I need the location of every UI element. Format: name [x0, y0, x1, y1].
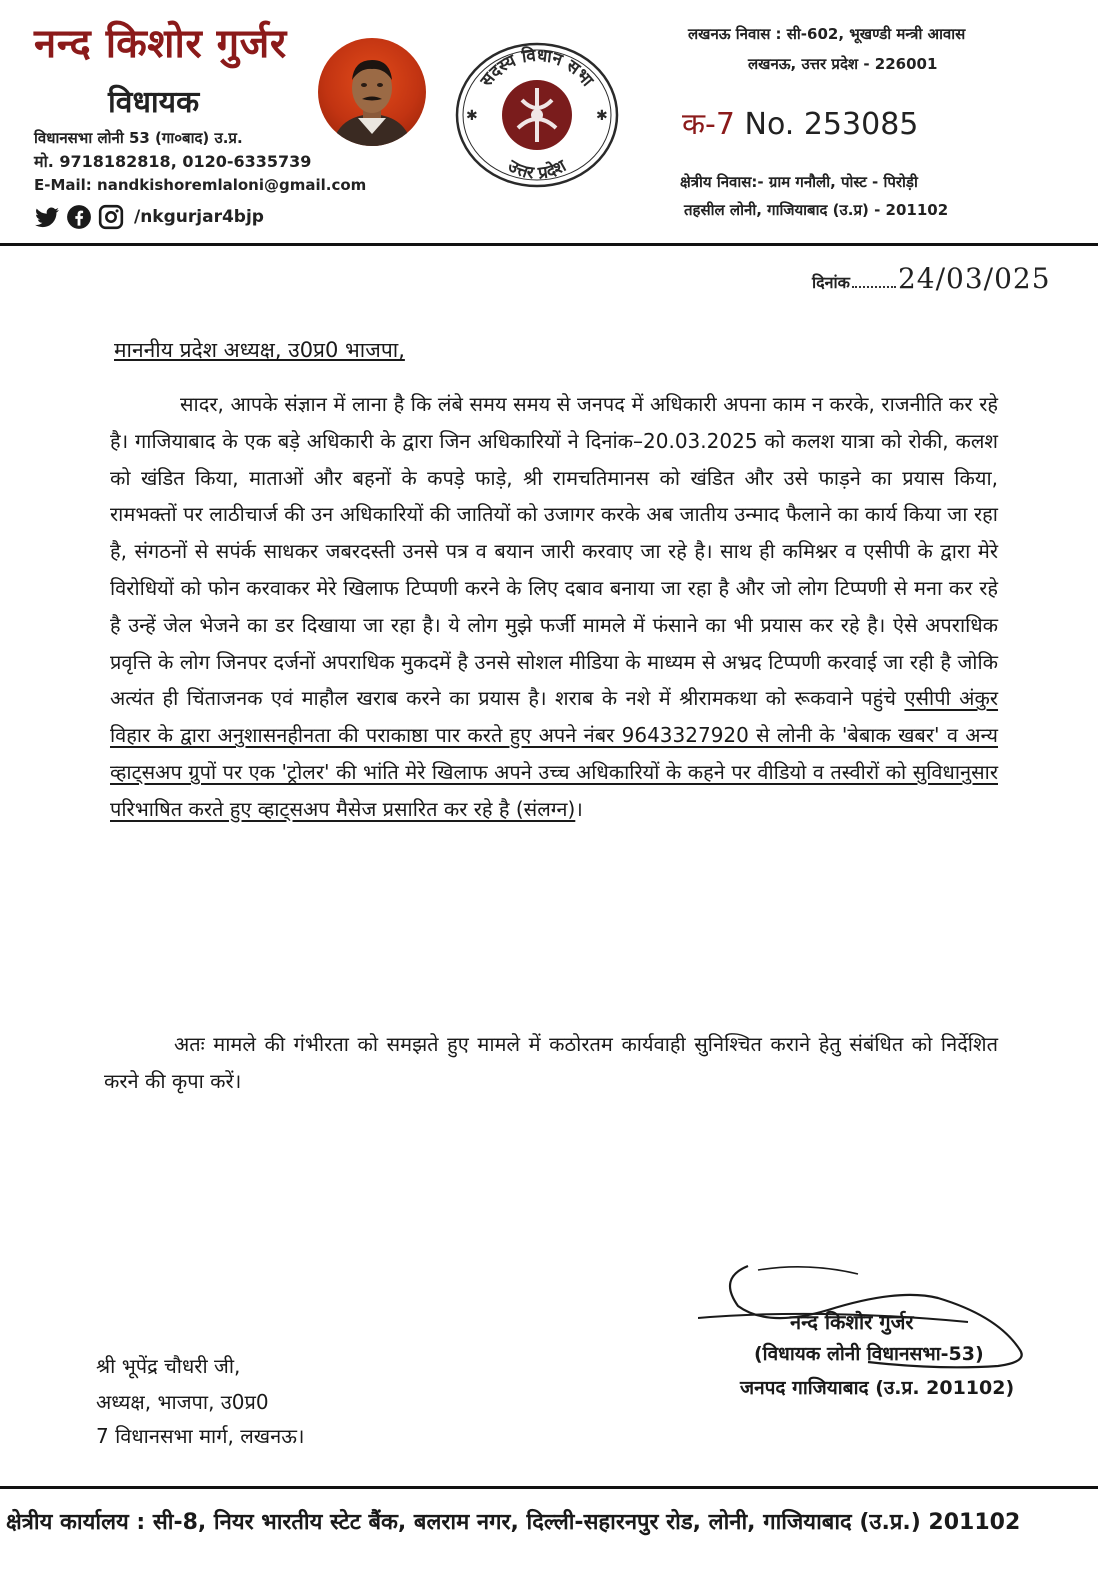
twitter-icon [34, 204, 60, 230]
date-label: दिनांक [812, 273, 850, 292]
assembly-seal [452, 40, 622, 190]
header-divider [0, 243, 1098, 246]
paragraph-1-text: सादर, आपके संज्ञान में लाना है कि लंबे समय समय से जनपद में अधिकारी अपना काम न करके, राजनीति कर रहे है। गाजियाबाद के एक बड़े अधिकारी के द्वारा जिन अधिकारियों ने दिनांक–20.03.2025 को कलश यात्रा को रोकी, कलश को खंडित किया, माताओं और बहनों के कपड़े फाड़े, श्री रामचतिमानस को खंडित और उसे फाड़ने का प्रयास किया, रामभक्तों पर लाठीचार्ज की उन अधिकारियों की जातियों को उजागर करके अब जातीय उन्माद फैलाने का कार्य किया जा रहा है, संगठनों से सपंर्क साधकर जबरदस्ती उनसे पत्र व बयान जारी करवाए जा रहे है। साथ ही कमिश्नर व एसीपी के द्वारा मेरे विरोधियों को फोन करवाकर मेरे खिलाफ टिप्पणी करने के लिए दबाव बनाया जा रहा है और जो लोग टिप्पणी से मना कर रहे है उन्हें जेल भेजने का डर दिखाया जा रहा है। ये लोग मुझे फर्जी मामले में फंसाने का भी प्रयास कर रहे है। ऐसे अपराधिक प्रवृत्ति के लोग जिनपर दर्जनों अपराधिक मुकदमें है उनसे सोशल मीडिया के माध्यम से अभ्रद टिप्पणी करवाई जा रही है जोकि अत्यंत ही चिंताजनक एवं माहौल खराब करने का प्रयास है। शराब के नशे में श्रीरामकथा को रूकवाने पहुंचे [110, 392, 999, 711]
seal-star-right: ✱ [596, 108, 608, 124]
signature-name: नन्द किशोर गुर्जर [790, 1310, 914, 1334]
signature-title: (विधायक लोनी विधानसभा-53) [754, 1343, 984, 1365]
seal-star-left: ✱ [466, 108, 478, 124]
instagram-icon [98, 204, 124, 230]
footer-office-address: क्षेत्रीय कार्यालय : सी-8, नियर भारतीय स्टेट बैंक, बलराम नगर, दिल्ली-सहारनपुर रोड, लोनी, गाजियाबाद (उ.प्र.) 201102 [6, 1510, 1021, 1535]
salutation: माननीय प्रदेश अध्यक्ष, उ0प्र0 भाजपा, [114, 338, 405, 362]
letter-paragraph-1 [110, 386, 998, 828]
regional-address-line1: क्षेत्रीय निवास:- ग्राम गनौली, पोस्ट - पिरोड़ी [680, 173, 918, 191]
letterhead-constituency: विधानसभा लोनी 53 (गा०बाद) उ.प्र. [34, 129, 243, 147]
addressee-line2: अध्यक्ष, भाजपा, उ0प्र0 [96, 1390, 269, 1414]
letter-paragraph-2: अतः मामले की गंभीरता को समझते हुए मामले में कठोरतम कार्यवाही सुनिश्चित कराने हेतु संबंधित को निर्देशित करने की कृपा करें। [104, 1032, 998, 1093]
signature-district: जनपद गाजियाबाद (उ.प्र. 201102) [740, 1377, 1015, 1399]
portrait-illustration [318, 38, 426, 146]
social-links [34, 204, 264, 230]
facebook-icon [66, 204, 92, 230]
letterhead-phones: मो. 9718182818, 0120-6335739 [34, 152, 312, 171]
portrait-photo [318, 38, 426, 146]
addressee-line1: श्री भूपेंद्र चौधरी जी, [96, 1354, 241, 1378]
seal-top-text: सदस्य विधान सभा [476, 45, 598, 91]
seal-bottom-text: उत्तर प्रदेश [504, 156, 570, 184]
date-field [812, 262, 1051, 295]
regional-address-line2: तहसील लोनी, गाजियाबाद (उ.प्र) - 201102 [684, 201, 949, 219]
letterhead-name: नन्द किशोर गुर्जर [34, 21, 287, 67]
serial-number-block [682, 102, 918, 143]
svg-text:उत्तर प्रदेश [503, 155, 571, 183]
letterhead-email: E-Mail: nandkishoremlaloni@gmail.com [34, 176, 367, 194]
serial-number: No. 253085 [744, 107, 919, 142]
lucknow-address-line1: लखनऊ निवास : सी-602, भूखण्डी मन्त्री आवास [688, 25, 966, 43]
serial-label: क-7 [682, 107, 735, 142]
social-handle: /nkgurjar4bjp [134, 207, 264, 227]
footer-divider [0, 1486, 1098, 1489]
lucknow-address-line2: लखनऊ, उत्तर प्रदेश - 226001 [748, 55, 938, 73]
paragraph-1-end: । [575, 796, 583, 821]
letterhead-role: विधायक [108, 85, 200, 120]
paragraph-1-underlined-text: एसीपी अंकुर विहार के द्वारा अनुशासनहीनता की पराकाष्ठा पार करते हुए अपने नंबर 9643327920 से लोनी के 'बेबाक खबर' व अन्य व्हाट्सअप ग्रुपों पर एक 'ट्रोलर' की भांति मेरे खिलाफ अपने उच्च अधिकारियों के कहने पर वीडियो व तस्वीरों को सुविधानुसार परिभाषित करते हुए व्हाट्सअप मैसेज प्रसारित कर रहे है (संलग्न) [110, 686, 999, 821]
date-value: 24/03/025 [897, 262, 1051, 295]
addressee-line3: 7 विधानसभा मार्ग, लखनऊ। [96, 1424, 305, 1448]
date-dotted-line [852, 286, 896, 288]
